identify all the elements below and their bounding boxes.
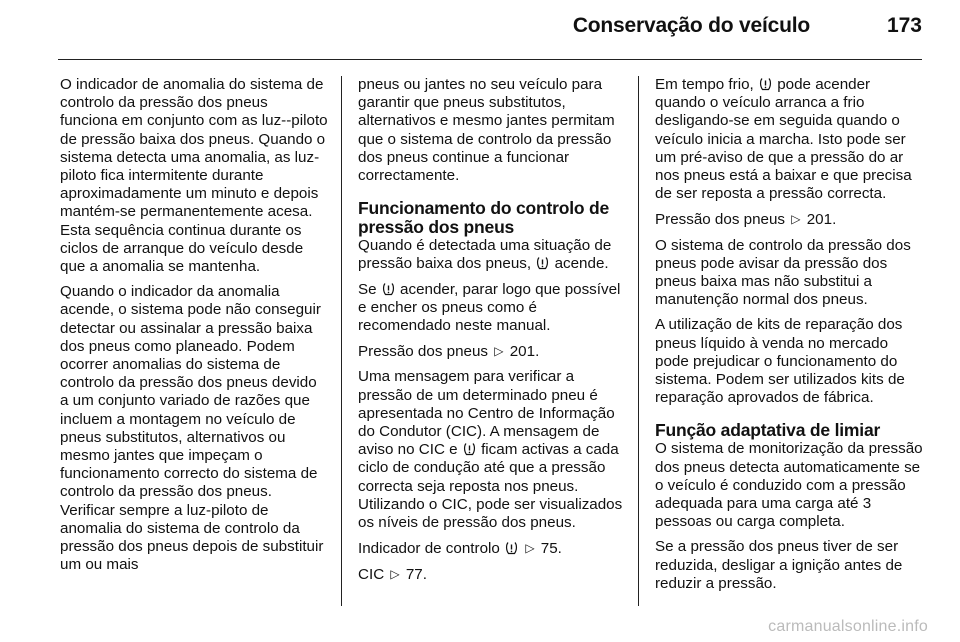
cross-reference: Pressão dos pneus ▷ 201. [655, 211, 837, 229]
paragraph: O sistema de monitorização da pressão dos pneus detecta automaticamente se o veículo é conduzido com a pressão adequada para uma carga até 3 pessoas ou carga completa. [655, 440, 923, 531]
paragraph: Quando o indicador da anomalia acende, o sistema pode não conseguir detectar ou assinalar a pressão baixa dos pneus como planeado. Podem ocorrer anomalias do sistema de controlo da pressão dos pneus devido a um conjunto variado de razões que incluem a montagem no veículo de pneus substitutos, alternativos ou mesmo jantes que impeçam o funcionamento correcto do sistema de controlo da pressão dos pneus. Verificar sempre a luz-piloto de anomalia do sistema de controlo da pressão dos pneus depois de substituir um ou mais [60, 283, 324, 574]
reference-arrow-icon: ▷ [494, 344, 504, 359]
cross-reference: Indicador de controlo ▷ 75. [358, 540, 562, 558]
tyre-pressure-warning-icon [505, 541, 518, 555]
paragraph: Quando é detectada uma situação de pressão baixa dos pneus, acende. [358, 237, 612, 273]
paragraph: A utilização de kits de reparação dos pneus líquido à venda no mercado pode prejudicar o funcionamento do sistema. Podem ser utilizados kits de reparação aprovados de fábrica. [655, 316, 905, 407]
paragraph: Em tempo frio, pode acender quando o veículo arranca a frio desligando-se em seguida quando o veículo inicia a marcha. Isto pode ser um pré-aviso de que a pressão do ar nos pneus está a baixar e que precisa de ser reposta a pressão correcta. [655, 76, 912, 203]
paragraph: pneus ou jantes no seu veículo para garantir que pneus substitutos, alternativos e mesmo jantes permitam que o sistema de controlo da pressão dos pneus continue a funcionar correctamente. [358, 76, 615, 185]
column-1 [60, 76, 328, 581]
column-3 [655, 76, 923, 600]
reference-arrow-icon: ▷ [390, 567, 400, 582]
header-divider [58, 59, 922, 60]
paragraph: Se a pressão dos pneus tiver de ser reduzida, desligar a ignição antes de reduzir a pressão. [655, 538, 903, 592]
column-2 [358, 76, 626, 592]
tyre-pressure-warning-icon [759, 77, 772, 91]
tyre-pressure-warning-icon [382, 282, 395, 296]
page-number: 173 [886, 14, 922, 37]
watermark: carmanualsonline.info [768, 618, 928, 635]
paragraph: Uma mensagem para verificar a pressão de um determinado pneu é apresentada no Centro de Informação do Condutor (CIC). A mensagem de aviso no CIC e ficam activas a cada ciclo de condução até que a pressão correcta seja reposta nos pneus. Utilizando o CIC, pode ser visualizados os níveis de pressão dos pneus. [358, 368, 623, 532]
section-heading: Função adaptativa de limiar [655, 420, 881, 441]
column-divider-1 [341, 76, 342, 606]
section-title: Conservação do veículo [572, 14, 810, 37]
column-divider-2 [638, 76, 639, 606]
section-heading: Funcionamento do controlo de pressão dos pneus [358, 198, 610, 238]
paragraph: Se acender, parar logo que possível e encher os pneus como é recomendado neste manual. [358, 280, 621, 335]
tyre-pressure-warning-icon [536, 256, 549, 270]
cross-reference: Pressão dos pneus ▷ 201. [358, 343, 540, 361]
reference-arrow-icon: ▷ [525, 541, 535, 556]
reference-arrow-icon: ▷ [791, 212, 801, 227]
tyre-pressure-warning-icon [463, 442, 476, 456]
paragraph: O indicador de anomalia do sistema de controlo da pressão dos pneus funciona em conjunto com as luz--piloto de pressão baixa dos pneus. Quando o sistema detecta uma anomalia, as luz-piloto fica intermitente durante aproximadamente um minuto e depois mantém-se permanentemente acesa. Esta sequência continua durante os ciclos de arranque do veículo desde que a anomalia se mantenha. [60, 76, 328, 276]
paragraph: O sistema de controlo da pressão dos pneus pode avisar da pressão dos pneus baixa mas não substitui a manutenção normal dos pneus. [655, 236, 911, 309]
cross-reference: CIC ▷ 77. [358, 566, 427, 584]
